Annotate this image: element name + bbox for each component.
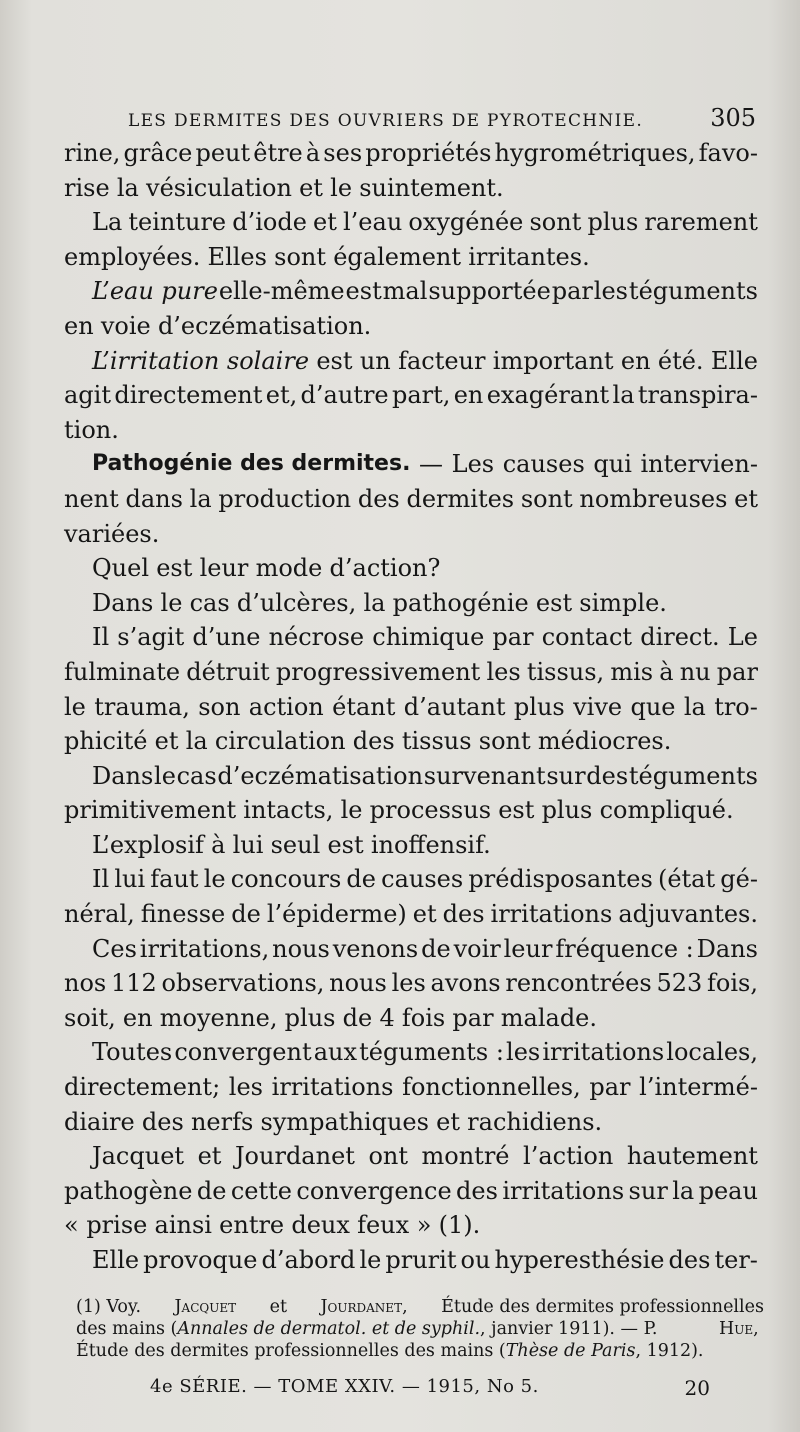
text-line (64, 1070, 758, 1105)
word: gé- (720, 865, 758, 894)
word: employées. (64, 242, 201, 271)
word: l’action (523, 1142, 614, 1171)
word: malade. (500, 1003, 598, 1032)
word: est (535, 588, 573, 617)
word: important (492, 346, 614, 375)
word: directement (114, 381, 263, 410)
word: ainsi (154, 1211, 212, 1240)
text-line (64, 1001, 758, 1036)
word: processus (369, 796, 492, 825)
word: les (593, 277, 628, 306)
word: plus (284, 1003, 336, 1032)
word: Dans (696, 934, 758, 963)
word: la (612, 381, 635, 410)
word: détruit (186, 657, 270, 686)
word: nous (329, 969, 387, 998)
word: les (391, 969, 426, 998)
footnote-line (76, 1340, 764, 1362)
word: aux (313, 1038, 358, 1067)
word: causes (381, 865, 464, 894)
word: favo- (698, 139, 758, 167)
word: irritations (542, 1038, 665, 1067)
word: observations, (161, 969, 325, 998)
text-line (64, 274, 758, 309)
word: le (359, 1246, 382, 1274)
word: d’ulcères, (236, 588, 357, 617)
word: la (116, 173, 139, 202)
text-line (64, 171, 758, 206)
text-line (64, 724, 758, 759)
word: est (345, 277, 382, 306)
word: oxygénée (408, 208, 524, 237)
text-line (64, 759, 758, 794)
word: été. (657, 346, 704, 375)
word: propriétés (365, 139, 492, 167)
word: Les (451, 450, 495, 479)
word: Toutes (92, 1038, 173, 1067)
word: plus (513, 692, 565, 721)
word: soit, (64, 1003, 116, 1032)
word: par (551, 277, 593, 306)
word: moyenne, (159, 1003, 278, 1032)
text-line (64, 517, 758, 552)
word: la (363, 588, 386, 617)
word: pathogénie (392, 588, 529, 617)
word: convergent (174, 1038, 312, 1067)
word: et (436, 1107, 460, 1136)
word: venons (332, 934, 419, 963)
word: ont (368, 1142, 408, 1171)
word: sont (478, 727, 531, 756)
word: que (630, 692, 676, 721)
word: grâce (123, 139, 193, 167)
word: 4 (379, 1003, 395, 1032)
text-line (64, 620, 758, 655)
page-number: 305 (710, 104, 756, 132)
word: rarement (644, 208, 758, 237)
word: sur (628, 1176, 668, 1205)
word: nous (272, 934, 330, 963)
word: lui (114, 865, 146, 894)
word: et (412, 900, 437, 929)
word: d’eczématisation (217, 761, 424, 790)
word: nos (64, 969, 107, 998)
running-header (128, 104, 756, 132)
word: de (342, 1003, 373, 1032)
word: l’épiderme) (266, 900, 407, 929)
text-line (64, 136, 758, 171)
word: Dans (92, 588, 154, 617)
word: concours (230, 865, 342, 894)
word: nerfs (190, 1107, 254, 1136)
footnote-journal: Annales de dermatol. et de syphil. (177, 1319, 481, 1339)
word: nombreuses (579, 484, 728, 513)
footnote-segment (76, 1318, 657, 1340)
word: plus (587, 208, 639, 237)
word: fulminate (64, 657, 181, 686)
word: montré (421, 1142, 510, 1171)
word: des (442, 900, 485, 929)
word: pathogène (64, 1176, 193, 1205)
text-line (64, 1035, 758, 1070)
word: — (419, 450, 444, 479)
word: est (316, 346, 353, 375)
running-title: LES DERMITES DES OUVRIERS DE PYROTECHNIE. (128, 111, 644, 131)
text-line (64, 793, 758, 828)
word: mode (255, 554, 323, 583)
word: d’autant (403, 692, 506, 721)
text-line (64, 482, 758, 517)
emphasis-term: L’eau pure (92, 277, 218, 306)
word: d’eczématisation. (157, 311, 372, 340)
word: circulation (214, 727, 346, 756)
word: 112 (110, 969, 157, 998)
word: rise (64, 173, 110, 202)
text-line (64, 862, 758, 897)
word: directement; (64, 1073, 221, 1102)
word: intacts, (243, 796, 334, 825)
word: finesse (140, 900, 226, 929)
emphasis-term: L’irritation solaire (92, 346, 310, 375)
word: L’explosif (92, 830, 204, 859)
word: le (203, 865, 226, 894)
word: nécrose (268, 623, 365, 652)
word: par (452, 1003, 494, 1032)
section-heading: Pathogénie des dermites. (92, 451, 411, 477)
text-line (64, 378, 758, 413)
word: seul (270, 830, 321, 859)
word: et (299, 173, 323, 202)
word: intervien- (640, 450, 758, 479)
word: dermites (406, 484, 515, 513)
text-line (64, 1243, 758, 1278)
word: tro- (714, 692, 758, 721)
word: convergence (296, 1176, 452, 1205)
word: étant (332, 692, 396, 721)
word: hautement (626, 1142, 758, 1171)
word: Dans (92, 761, 154, 790)
word: provoque (143, 1246, 258, 1274)
word: irritations (271, 1073, 394, 1102)
word: dans (125, 484, 183, 513)
word: s’agit (117, 623, 185, 652)
word: téguments (628, 277, 758, 306)
word: inoffensif. (370, 830, 491, 859)
footnote-segment (76, 1340, 704, 1362)
word: peau (698, 1176, 758, 1205)
word: prédisposantes (468, 865, 653, 894)
word: la (185, 727, 208, 756)
footnote-author: Hue, (719, 1319, 759, 1339)
word: mal (382, 277, 428, 306)
word: sur (546, 761, 586, 790)
word: médiocres. (537, 727, 672, 756)
word: trauma, (94, 692, 190, 721)
word: l’eau (343, 208, 403, 237)
text-line (64, 1208, 758, 1243)
word: d’iode (232, 208, 307, 237)
word: Ces (92, 934, 137, 963)
signature-series: 4e SÉRIE. — TOME XXIV. — 1915, No 5. (150, 1376, 539, 1397)
word: et, (265, 381, 298, 410)
word: de (196, 1176, 227, 1205)
word: fonctionnelles, (402, 1073, 581, 1102)
body-text (64, 136, 758, 1278)
word: deux (291, 1211, 350, 1240)
word: entre (219, 1211, 285, 1240)
word: fréquence : (555, 934, 694, 963)
word: La (92, 208, 123, 237)
word: agit (64, 381, 111, 410)
text-line (64, 1105, 758, 1140)
word: en (453, 381, 484, 410)
word: lui (232, 830, 264, 859)
word: le (64, 692, 86, 721)
word: le (340, 796, 363, 825)
word: téguments : (359, 1038, 504, 1067)
word: et (197, 1142, 222, 1171)
word: vésiculation (146, 173, 292, 202)
word: ter- (714, 1246, 758, 1274)
word: des (456, 1176, 498, 1205)
word: de (421, 934, 451, 963)
word: rencontrées (505, 969, 652, 998)
word: teinture (128, 208, 227, 237)
word: phicité (64, 727, 148, 756)
word: également (333, 242, 462, 271)
word: leur (199, 554, 249, 583)
word: action (248, 692, 324, 721)
word: un (359, 346, 391, 375)
word: (1). (438, 1211, 481, 1240)
word: par (589, 1073, 631, 1102)
word: diaire (64, 1107, 135, 1136)
word: par (716, 657, 758, 686)
word: Jourdanet (234, 1142, 355, 1171)
word: en (64, 311, 94, 340)
word: sont (520, 484, 573, 513)
word: d’abord (261, 1246, 356, 1274)
word: facteur (398, 346, 486, 375)
word: hyperesthésie (494, 1246, 665, 1274)
word: Il (92, 623, 110, 652)
word: primitivement (64, 796, 237, 825)
word: sont (274, 242, 326, 271)
word: mis (610, 657, 654, 686)
word: Elle (92, 1246, 140, 1274)
word: par (492, 623, 534, 652)
word: les (228, 1073, 263, 1102)
word: suintement. (359, 173, 504, 202)
text-line (64, 309, 758, 344)
word: en (122, 1003, 153, 1032)
footnote-text: Étude des dermites professionnelles (441, 1297, 764, 1317)
word: ses (323, 139, 363, 167)
text-line (64, 966, 758, 1001)
word: tissus, (526, 657, 605, 686)
word: exagérant (486, 381, 610, 410)
word: 523 (656, 969, 703, 998)
word: Quel (92, 554, 150, 583)
word: irritations (490, 900, 613, 929)
word: contact (541, 623, 633, 652)
text-line (64, 932, 758, 967)
text-line (64, 1139, 758, 1174)
word: peut (195, 139, 251, 167)
word: elle-même (218, 277, 345, 306)
word: fois, (707, 969, 758, 998)
word: son (198, 692, 241, 721)
word: Le (727, 623, 758, 652)
word: le (160, 588, 183, 617)
word: irritations (502, 1176, 625, 1205)
text-line (64, 586, 758, 621)
word: vive (573, 692, 623, 721)
footnote-ref: (1) Voy. (76, 1297, 142, 1317)
word: production (218, 484, 352, 513)
footnote-line (76, 1318, 764, 1340)
text-line (64, 413, 758, 448)
word: d’autre (300, 381, 389, 410)
word: est (156, 554, 193, 583)
word: Jacquet (92, 1142, 185, 1171)
word: progressivement (275, 657, 481, 686)
word: le (330, 173, 353, 202)
text-line (64, 655, 758, 690)
word: tissus (401, 727, 472, 756)
word: voir (453, 934, 501, 963)
word: des (357, 484, 400, 513)
word: causes (502, 450, 585, 479)
word: adjuvantes. (618, 900, 758, 929)
word: tion. (64, 415, 119, 444)
word: à (305, 139, 321, 167)
word: sympathiques (260, 1107, 429, 1136)
word: hygrométriques, (494, 139, 696, 167)
word: à (211, 830, 226, 859)
word: nu (679, 657, 711, 686)
word: être (253, 139, 303, 167)
text-line (64, 344, 758, 379)
word: la (683, 692, 706, 721)
word: d’une (192, 623, 261, 652)
word: cette (230, 1176, 292, 1205)
word: qui (593, 450, 632, 479)
word: direct. (640, 623, 720, 652)
word: les (486, 657, 521, 686)
word: des (586, 761, 629, 790)
word: Elle (710, 346, 758, 375)
word: locales, (666, 1038, 758, 1067)
word: variées. (64, 519, 160, 548)
text-line (64, 551, 758, 586)
word: est (327, 830, 364, 859)
word: fois (401, 1003, 446, 1032)
footnote-text: , janvier 1911). — P. (480, 1319, 658, 1339)
footnote-author: Jourdanet, (320, 1297, 408, 1317)
text-line (64, 240, 758, 275)
word: rine, (64, 139, 121, 167)
word: les (506, 1038, 541, 1067)
word: survenant (423, 761, 546, 790)
word: compliqué. (599, 796, 734, 825)
word: la (189, 484, 212, 513)
text-line (64, 897, 758, 932)
text-line (64, 205, 758, 240)
word: plus (541, 796, 593, 825)
word: sont (529, 208, 582, 237)
footnote-text: et (269, 1297, 288, 1317)
signature-line (150, 1376, 710, 1400)
word: faut (150, 865, 199, 894)
word: irritantes. (468, 242, 590, 271)
word: des (141, 1107, 184, 1136)
footnote-line (76, 1296, 764, 1318)
footnote-text: , 1912). (635, 1341, 704, 1361)
text-line (64, 447, 758, 482)
word: nent (64, 484, 119, 513)
word: supportée (428, 277, 551, 306)
footnote-thesis: Thèse de Paris (505, 1341, 636, 1361)
word: voie (100, 311, 151, 340)
footnote-text: Étude des dermites professionnelles des mains ( (76, 1341, 506, 1361)
word: le (154, 761, 176, 790)
word: irritations, (139, 934, 270, 963)
word: simple. (579, 588, 667, 617)
word: à (659, 657, 674, 686)
word: des (668, 1246, 711, 1274)
word: des (352, 727, 395, 756)
word: ou (460, 1246, 491, 1274)
word: néral, (64, 900, 135, 929)
word: chimique (372, 623, 485, 652)
word: Elles (207, 242, 267, 271)
word: prurit (385, 1246, 457, 1274)
word: cas (189, 588, 230, 617)
word: et (734, 484, 758, 513)
word: de (231, 900, 261, 929)
word: feux » (357, 1211, 432, 1240)
footnotes (76, 1296, 764, 1362)
word: et (313, 208, 337, 237)
word: et (154, 727, 179, 756)
text-line (64, 828, 758, 863)
text-line (64, 690, 758, 725)
word: Il (92, 865, 110, 894)
word: leur (503, 934, 553, 963)
footnote-text: des mains ( (76, 1319, 178, 1339)
word: (état (657, 865, 716, 894)
word: d’action? (329, 554, 441, 583)
text-line (64, 1174, 758, 1209)
word: l’intermé- (639, 1073, 758, 1102)
word: avons (430, 969, 501, 998)
word: cas (176, 761, 217, 790)
word: est (498, 796, 535, 825)
word: « prise (64, 1211, 148, 1240)
word: rachidiens. (467, 1107, 603, 1136)
word: la (672, 1176, 695, 1205)
word: téguments (628, 761, 758, 790)
word: transpira- (637, 381, 758, 410)
word: en (620, 346, 651, 375)
signature-mark: 20 (684, 1376, 710, 1400)
word: part, (391, 381, 451, 410)
footnote-author: Jacquet (174, 1297, 237, 1317)
word: de (346, 865, 376, 894)
